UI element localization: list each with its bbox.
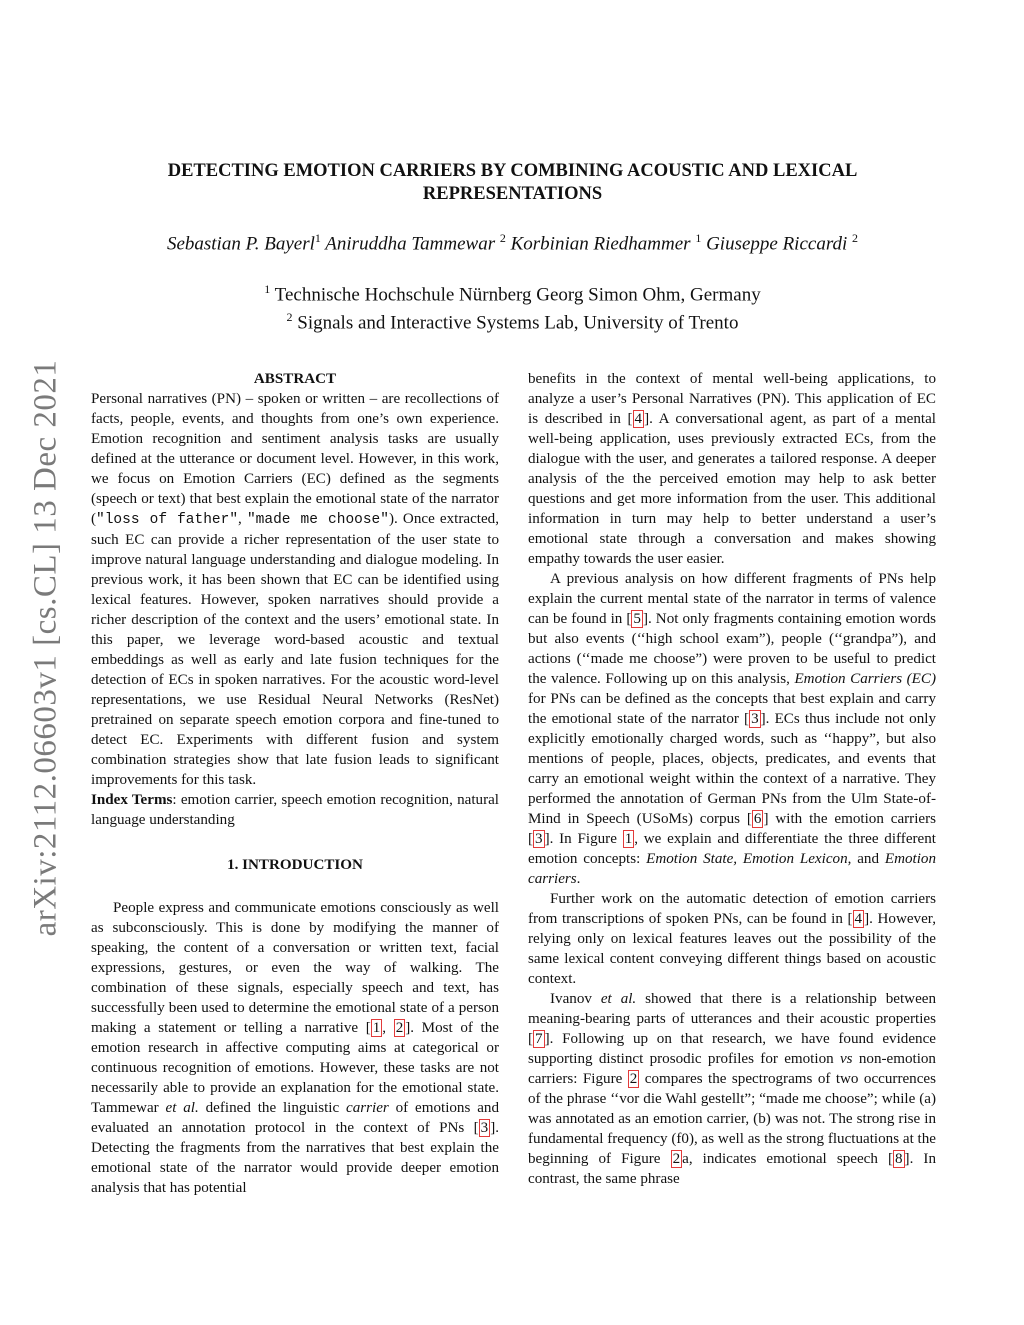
left-column [91, 369, 499, 1198]
title-line-1: DETECTING EMOTION CARRIERS BY COMBINING ACOUSTIC AND LEXICAL [167, 161, 858, 181]
author-name: Aniruddha Tammewar [325, 233, 496, 255]
affiliation-1 [90, 278, 935, 306]
author-affiliation-mark: 1 [695, 231, 702, 245]
italic-text: Emotion Carriers (EC) [794, 671, 936, 687]
body-text: , we explain and differentiate the three different emotion concepts: [528, 831, 936, 867]
citation-link[interactable]: 1 [372, 1020, 381, 1036]
index-terms-label: Index Terms [91, 792, 173, 808]
body-text: compares the spectrograms of two occurrences of the phrase ‘‘vor die Wahl gestellt”; “made me choose”; while (a) was annotated as an emotion carrier, (b) was not. The strong rise in fundamental frequency (f0), as well as the strong fluctuations at the beginning of Figure [528, 1071, 936, 1167]
abstract-text: Personal narratives (PN) – spoken or written – are recollections of facts, people, events, and thoughts from one’s own experience. Emotion recognition and sentiment analysis tasks are usually defined at the utterance or document level. However, in this work, we focus on Emotion Carriers (EC) defined as the segments (speech or text) that best explain the emotional state of the narrator ( [91, 391, 499, 527]
body-text: ]. ECs thus include not only explicitly emotionally charged words, such as ‘‘happy”, but also mentions of people, places, objects, predicates, and events that carry an emotional weight within the context of a narrative. They performed the annotation of German PNs from the Ulm State-of-Mind in Speech (USoMs) corpus [ [528, 711, 936, 827]
body-text: People express and communicate emotions consciously as well as subconsciously. This is done by modifying the manner of speaking, the content of a conversation or written text, facial expressions, gestures, or even the way of walking. The combination of these signals, especially speech and text, has successfully been used to determine the emotional state of a person making a statement or telling a narrative [ [91, 900, 499, 1036]
italic-text: vs [839, 1051, 853, 1067]
affiliation-number: 2 [286, 310, 293, 325]
citation-link[interactable]: 6 [753, 811, 762, 827]
citation-link[interactable]: 3 [751, 711, 759, 727]
citation-link[interactable]: 4 [634, 411, 643, 427]
body-text: showed that there is a relationship between meaning-bearing parts of utterances and their acoustic properties [ [528, 991, 937, 1047]
body-text: ]. Not only fragments containing emotion words but also events (‘‘high school exam”), people (‘‘grandpa”), and actions (‘‘made me choose”) were proven to be useful to predict the valence. Following up on this analysis, [528, 611, 936, 687]
body-text: Ivanov [550, 991, 601, 1007]
citation-link[interactable]: 3 [480, 1120, 489, 1136]
affiliation-text: Technische Hochschule Nürnberg Georg Simon Ohm, Germany [274, 284, 761, 306]
index-terms [91, 790, 499, 830]
body-text: , and [847, 851, 885, 867]
author-affiliation-mark: 2 [499, 231, 506, 245]
body-text: of emotions and evaluated an annotation protocol in the context of PNs [ [91, 1100, 499, 1136]
body-paragraph [528, 989, 936, 1189]
body-text: non-emotion carriers: Figure [528, 1051, 936, 1087]
italic-text: et al. [165, 1100, 199, 1116]
author-list [90, 231, 935, 255]
author-affiliation-mark: 1 [314, 231, 321, 245]
citation-link[interactable]: 4 [854, 911, 863, 927]
index-terms-text: : emotion carrier, speech emotion recognition, natural language understanding [91, 792, 499, 828]
body-text: benefits in the context of mental well-being applications, to analyze a user’s Personal Narratives (PN). This application of EC is described in [ [528, 371, 936, 427]
citation-link[interactable]: 8 [895, 1151, 903, 1167]
right-column [528, 369, 936, 1189]
paper-title [90, 160, 935, 206]
author-affiliation-mark: 2 [852, 231, 859, 245]
body-text: defined the linguistic [198, 1100, 346, 1116]
body-paragraph [528, 889, 936, 989]
arxiv-identifier: arXiv:2112.06603v1 [cs.CL] 13 Dec 2021 [27, 359, 64, 936]
body-text: ]. However, relying only on lexical features leaves out the possibility of the same lexical content conveying different things based on acoustic context. [528, 911, 937, 987]
figure-link[interactable]: 2 [629, 1071, 638, 1087]
italic-text: Emotion carriers [528, 851, 936, 887]
body-text: ]. In contrast, the same phrase [528, 1151, 936, 1187]
citation-link[interactable]: 7 [535, 1031, 543, 1047]
body-paragraph [528, 369, 936, 569]
author-name: Giuseppe Riccardi [706, 233, 848, 255]
body-text: Further work on the automatic detection of emotion carriers from transcriptions of spoken PNs, can be found in [ [528, 891, 936, 927]
citation-link[interactable]: 2 [395, 1020, 404, 1036]
example-code: "made me choose" [246, 512, 389, 528]
title-line-2: REPRESENTATIONS [422, 184, 603, 204]
separator: , [238, 511, 247, 527]
abstract-heading: ABSTRACT [253, 371, 337, 387]
body-text: . [576, 871, 581, 887]
example-code: "loss of father" [96, 512, 239, 528]
abstract-text: ). Once extracted, such EC can provide a richer representation of the user state to improve natural language understanding and dialogue modeling. In previous work, it has been shown that EC can be identified using lexical features. However, spoken narratives should provide a richer description of the context and the users’ emotional state. In this paper, we leverage word-based acoustic and textual embeddings as well as early and late fusion techniques for the detection of ECs in spoken narratives. For the acoustic word-level representations, we use Residual Neural Networks (ResNet) pretrained on separate speech emotion corpora and fine-tuned to detect EC. Experiments with different fusion and system combination strategies show that late fusion leads to significant improvements for this task. [91, 511, 500, 788]
italic-text: et al. [600, 991, 637, 1007]
author-name: Korbinian Riedhammer [510, 233, 691, 255]
body-text: A previous analysis on how different fragments of PNs help explain the current mental state of the narrator in terms of valence can be found in [ [528, 571, 936, 627]
italic-text: carrier [346, 1100, 389, 1116]
body-text: ] with the emotion carriers [ [528, 811, 936, 847]
body-text: ]. Most of the emotion research in affective computing aims at categorical or continuous recognition of emotions. However, these tasks are not necessarily able to provide an explanation for the emotional state. Tammewar [91, 1020, 499, 1116]
body-text: ]. In Figure [544, 831, 623, 847]
arxiv-sidebar [28, 350, 64, 945]
body-text: ]. Detecting the fragments from the narratives that best explain the emotional state of the narrator would provide deeper emotion analysis that has potential [91, 1120, 499, 1196]
affiliation-number: 1 [264, 282, 271, 296]
italic-text: Emotion State, Emotion Lexicon [646, 851, 848, 867]
body-text: for PNs can be defined as the concepts that best explain and carry the emotional state of the narrator [ [528, 691, 936, 727]
affiliation-2 [90, 306, 935, 334]
body-text: ]. Following up on that research, we have found evidence supporting distinct prosodic profiles for emotion [528, 1031, 936, 1067]
author-name: Sebastian P. Bayerl [166, 233, 315, 255]
abstract-paragraph [91, 389, 499, 790]
body-text: a, indicates emotional speech [ [682, 1151, 893, 1167]
intro-paragraph [91, 898, 499, 1198]
separator: , [382, 1020, 394, 1036]
citation-link[interactable]: 5 [633, 611, 641, 627]
body-text: ]. A conversational agent, as part of a mental well-being application, uses previously extracted ECs, from the dialogue with the user, and generates a tailored response. A deeper analysis of the the perceived emotion may help to ask better questions and get more information from the user. This additional information in turn may help to better understand a user’s emotional state through a conversation and makes showing empathy towards the user easier. [528, 411, 936, 567]
figure-link[interactable]: 1 [624, 831, 633, 847]
section-heading: 1. INTRODUCTION [227, 857, 363, 873]
affiliation-list [90, 278, 935, 335]
citation-link[interactable]: 3 [535, 831, 543, 847]
figure-link[interactable]: 2 [672, 1151, 681, 1167]
body-paragraph [528, 569, 936, 889]
affiliation-text: Signals and Interactive Systems Lab, University of Trento [297, 312, 739, 334]
